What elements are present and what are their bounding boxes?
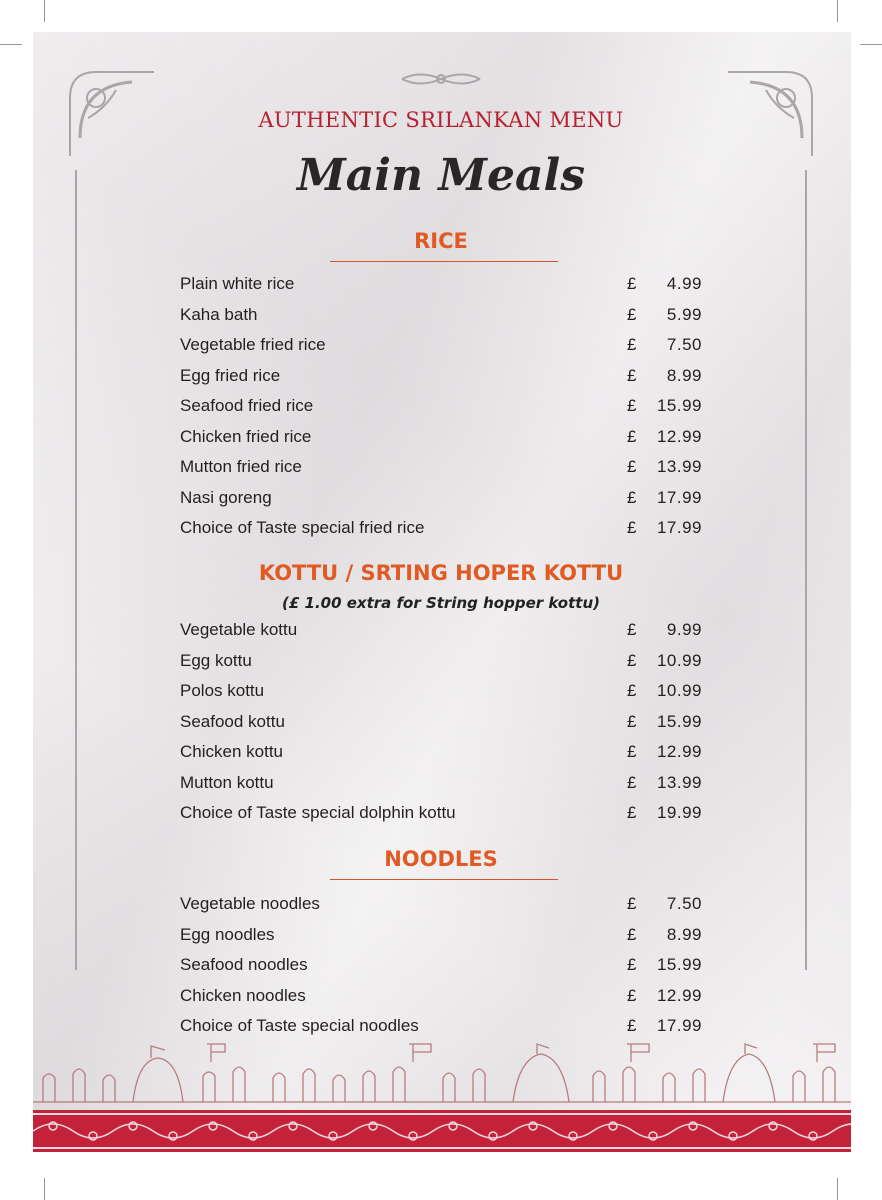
item-price: 8.99 [666, 365, 702, 385]
menu-item [180, 1012, 702, 1043]
item-name: Egg fried rice [180, 365, 281, 385]
procession-frieze-illustration [33, 1040, 851, 1110]
item-name: Choice of Taste special fried rice [180, 518, 425, 537]
item-name: Chicken kottu [180, 742, 283, 761]
item-price: 5.99 [666, 304, 702, 324]
menu-item [180, 951, 702, 982]
item-price: 15.99 [656, 396, 702, 415]
noodles-list [180, 890, 702, 1043]
item-price: 7.50 [666, 335, 702, 354]
menu-item [180, 514, 702, 545]
item-name: Vegetable kottu [180, 620, 298, 639]
section-title-kottu: KOTTU / SRTING HOPER KOTTU [258, 561, 624, 585]
item-name: Mutton fried rice [180, 457, 302, 476]
item-currency: £ [627, 620, 637, 639]
item-currency: £ [627, 742, 637, 761]
item-name: Vegetable noodles [180, 894, 320, 913]
item-currency: £ [627, 711, 637, 731]
crop-mark [44, 1178, 45, 1200]
item-price: 12.99 [656, 742, 702, 761]
section-divider [330, 261, 558, 262]
item-price: 19.99 [656, 803, 702, 822]
item-price: 13.99 [656, 772, 702, 792]
menu-item [180, 331, 702, 362]
item-price: 15.99 [656, 711, 702, 731]
item-price: 10.99 [656, 650, 702, 670]
item-price: 4.99 [666, 274, 702, 293]
menu-item [180, 423, 702, 454]
top-ornament-icon [400, 68, 482, 90]
item-price: 12.99 [656, 426, 702, 446]
item-currency: £ [627, 335, 637, 354]
menu-item [180, 708, 702, 739]
item-price: 9.99 [666, 620, 702, 639]
item-name: Chicken fried rice [180, 426, 312, 446]
item-currency: £ [627, 365, 637, 385]
item-name: Plain white rice [180, 274, 295, 293]
menu-item [180, 921, 702, 952]
item-name: Chicken noodles [180, 985, 306, 1005]
item-price: 10.99 [656, 681, 702, 700]
crop-mark [837, 0, 838, 22]
item-name: Seafood kottu [180, 711, 285, 731]
menu-item [180, 677, 702, 708]
item-name: Choice of Taste special noodles [180, 1016, 419, 1035]
menu-item [180, 982, 702, 1013]
menu-kicker: AUTHENTIC SRILANKAN MENU [258, 108, 624, 132]
menu-item [180, 799, 702, 830]
menu-item [180, 453, 702, 484]
item-name: Nasi goreng [180, 487, 272, 507]
item-currency: £ [627, 650, 637, 670]
menu-item [180, 647, 702, 678]
crop-mark [44, 0, 45, 22]
item-currency: £ [627, 985, 637, 1005]
scroll-pattern-icon [33, 1117, 851, 1145]
item-name: Mutton kottu [180, 772, 274, 792]
menu-item [180, 270, 702, 301]
item-name: Polos kottu [180, 681, 265, 700]
item-currency: £ [627, 274, 637, 293]
menu-item [180, 301, 702, 332]
item-price: 8.99 [666, 924, 702, 944]
menu-item [180, 769, 702, 800]
item-name: Egg noodles [180, 924, 275, 944]
section-divider [330, 879, 558, 880]
page-title: Main Meals [297, 150, 585, 201]
item-currency: £ [627, 396, 637, 415]
item-currency: £ [627, 457, 637, 476]
band-line [33, 1147, 851, 1149]
item-price: 17.99 [656, 518, 702, 537]
menu-item [180, 484, 702, 515]
item-price: 12.99 [656, 985, 702, 1005]
item-currency: £ [627, 955, 637, 974]
ornamental-band [33, 1110, 851, 1152]
item-currency: £ [627, 894, 637, 913]
item-currency: £ [627, 518, 637, 537]
item-currency: £ [627, 772, 637, 792]
rice-list [180, 270, 702, 545]
item-price: 7.50 [666, 894, 702, 913]
section-title-noodles: NOODLES [384, 847, 498, 871]
band-line [33, 1113, 851, 1115]
crop-mark [837, 1178, 838, 1200]
crop-mark [860, 44, 882, 45]
item-name: Seafood fried rice [180, 396, 314, 415]
item-price: 13.99 [656, 457, 702, 476]
item-name: Kaha bath [180, 304, 258, 324]
item-currency: £ [627, 1016, 637, 1035]
item-name: Egg kottu [180, 650, 252, 670]
item-price: 17.99 [656, 487, 702, 507]
kottu-list [180, 616, 702, 830]
crop-mark [0, 44, 22, 45]
menu-item [180, 738, 702, 769]
menu-item [180, 362, 702, 393]
kottu-note: (£ 1.00 extra for String hopper kottu) [282, 594, 600, 612]
item-currency: £ [627, 681, 637, 700]
item-currency: £ [627, 924, 637, 944]
menu-item [180, 616, 702, 647]
item-currency: £ [627, 803, 637, 822]
item-name: Vegetable fried rice [180, 335, 326, 354]
item-name: Seafood noodles [180, 955, 308, 974]
menu-item [180, 890, 702, 921]
item-currency: £ [627, 426, 637, 446]
item-price: 15.99 [656, 955, 702, 974]
item-name: Choice of Taste special dolphin kottu [180, 803, 456, 822]
item-currency: £ [627, 304, 637, 324]
item-currency: £ [627, 487, 637, 507]
section-title-rice: RICE [414, 229, 468, 253]
menu-item [180, 392, 702, 423]
item-price: 17.99 [656, 1016, 702, 1035]
